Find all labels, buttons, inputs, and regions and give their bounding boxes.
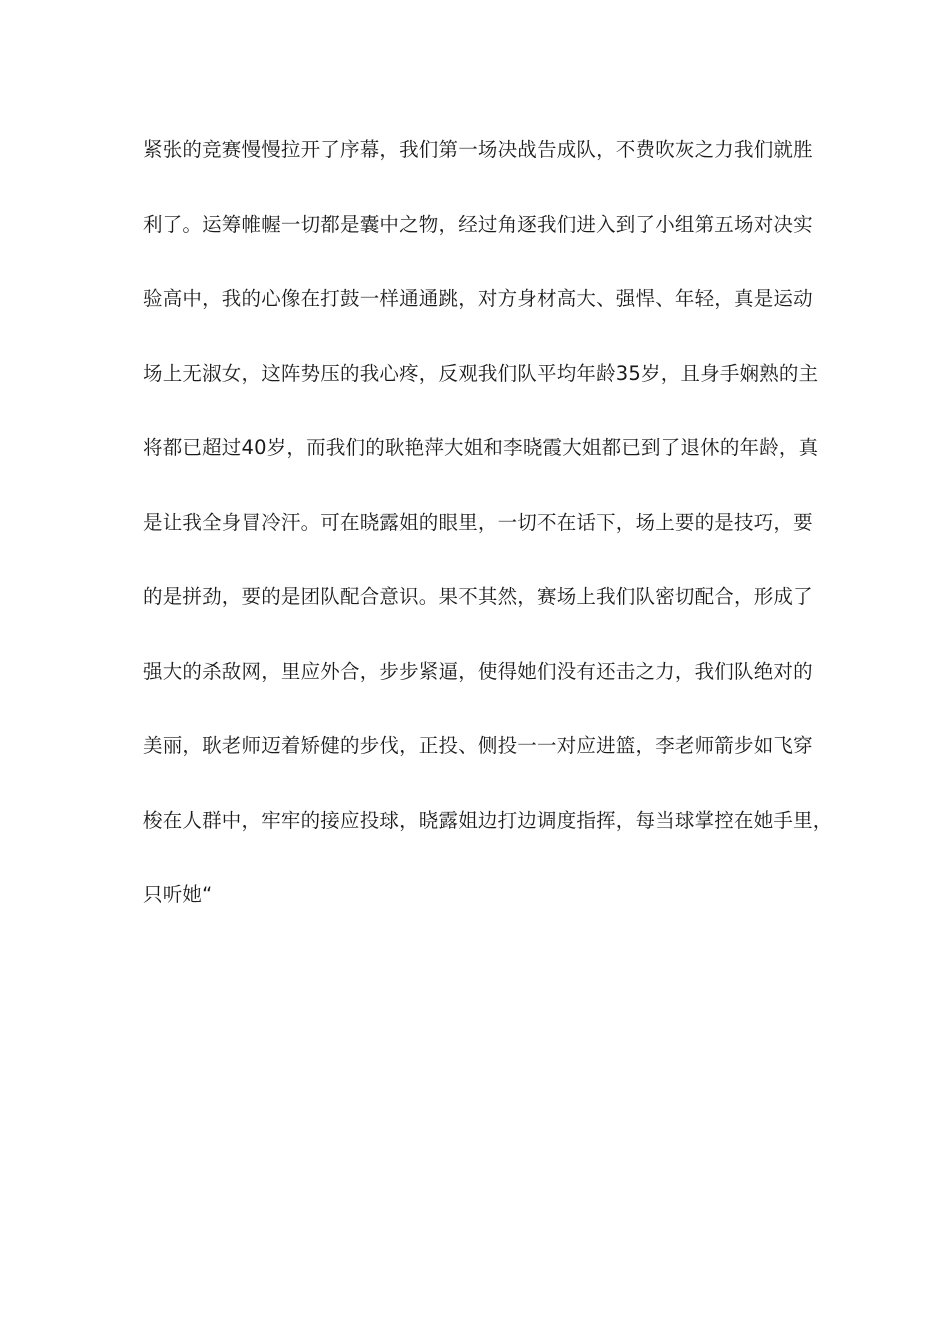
text-line: 将都已超过40岁，而我们的耿艳萍大姐和李晓霞大姐都已到了退休的年龄，真 xyxy=(143,436,819,459)
text-line: 场上无淑女，这阵势压的我心疼，反观我们队平均年龄35岁，且身手娴熟的主 xyxy=(143,361,819,385)
body-paragraph xyxy=(143,130,833,950)
text-line: 利了。运筹帷幄一切都是囊中之物，经过角逐我们进入到了小组第五场对决实 xyxy=(143,212,813,236)
text-line: 的是拼劲，要的是团队配合意识。果不其然，赛场上我们队密切配合，形成了 xyxy=(143,585,813,608)
text-line: 验高中，我的心像在打鼓一样通通跳，对方身材高大、强悍、年轻，真是运动 xyxy=(143,287,813,310)
text-line: 梭在人群中，牢牢的接应投球，晓露姐边打边调度指挥，每当球掌控在她手里， xyxy=(143,808,833,832)
text-line: 美丽，耿老师迈着矫健的步伐，正投、侧投一一对应进篮，李老师箭步如飞穿 xyxy=(143,734,813,757)
text-line: 只听她“ xyxy=(143,883,213,906)
text-line: 紧张的竞赛慢慢拉开了序幕，我们第一场决战告成队，不费吹灰之力我们就胜 xyxy=(143,138,813,161)
text-line: 强大的杀敌网，里应外合，步步紧逼，使得她们没有还击之力，我们队绝对的 xyxy=(143,659,813,683)
text-line: 是让我全身冒冷汗。可在晓露姐的眼里，一切不在话下，场上要的是技巧，要 xyxy=(143,510,813,534)
